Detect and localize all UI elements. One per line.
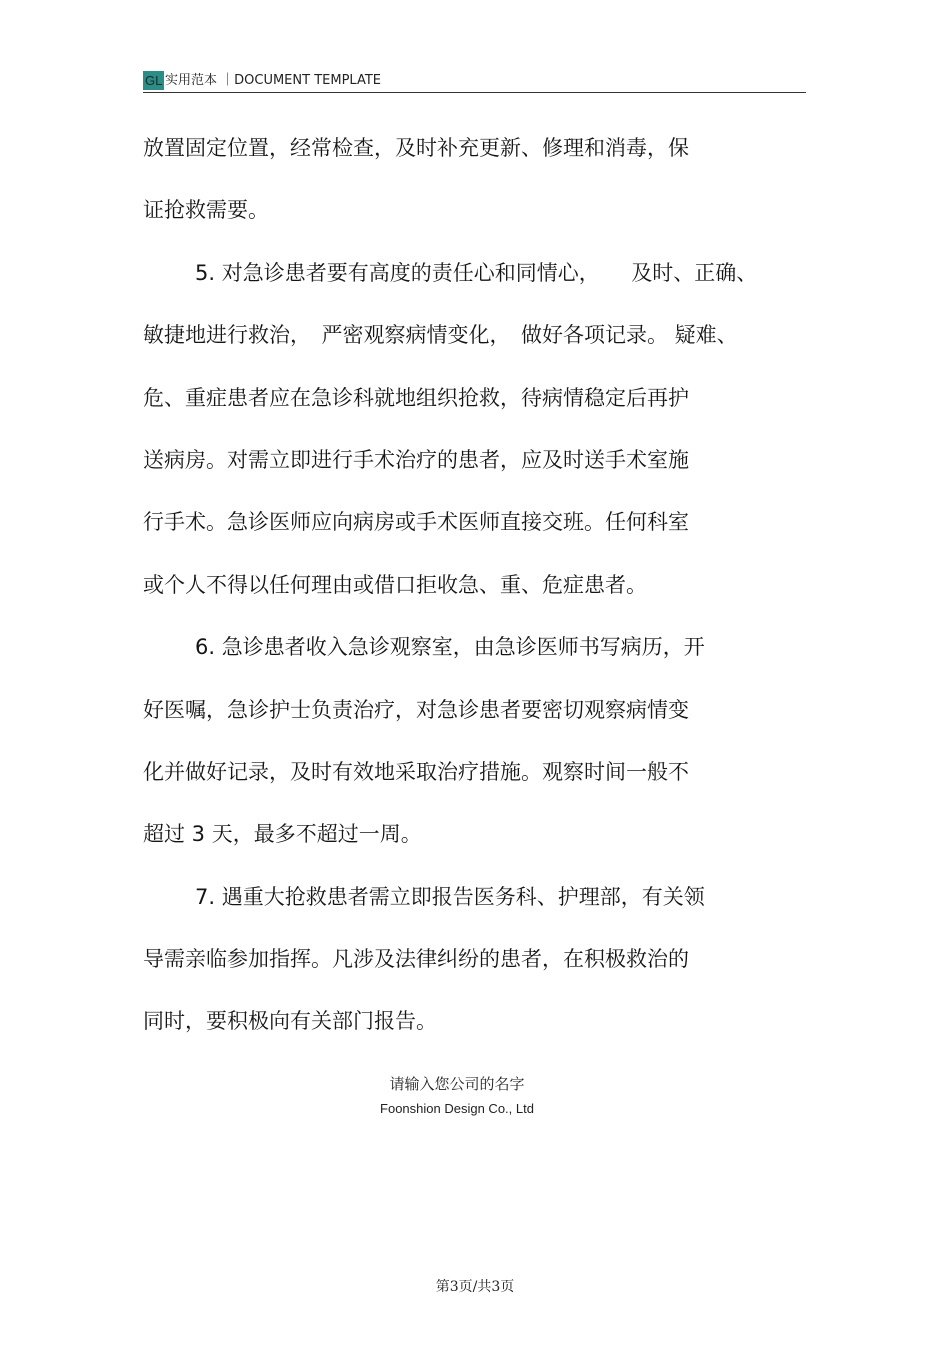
body-line: 6. 急诊患者收入急诊观察室，由急诊医师书写病历，开	[195, 635, 705, 660]
body-line: 同时，要积极向有关部门报告。	[143, 1009, 437, 1034]
body-line: 好医嘱，急诊护士负责治疗，对急诊患者要密切观察病情变	[143, 697, 689, 722]
page-number: 第3页/共3页	[435, 1279, 515, 1295]
document-header	[143, 70, 806, 93]
company-name-en: Foonshion Design Co., Ltd	[380, 1101, 534, 1116]
body-line: 导需亲临参加指挥。凡涉及法律纠纷的患者，在积极救治的	[143, 947, 689, 972]
body-line: 超过 3 天，最多不超过一周。	[143, 822, 422, 847]
body-line: 敏捷地进行救治， 严密观察病情变化， 做好各项记录。 疑难、	[143, 323, 738, 348]
body-line: 送病房。对需立即进行手术治疗的患者，应及时送手术室施	[143, 447, 689, 472]
company-name-cn: 请输入您公司的名字	[389, 1075, 525, 1093]
document-body	[143, 117, 813, 1053]
body-line: 证抢救需要。	[143, 198, 269, 223]
body-line: 放置固定位置，经常检查，及时补充更新、修理和消毒，保	[143, 136, 689, 160]
body-line: 行手术。急诊医师应向病房或手术医师直接交班。任何科室	[143, 510, 689, 535]
body-line: 危、重症患者应在急诊科就地组织抢救，待病情稳定后再护	[143, 385, 689, 410]
body-line: 5. 对急诊患者要有高度的责任心和同情心， 及时、正确、	[195, 260, 758, 285]
body-line: 化并做好记录，及时有效地采取治疗措施。观察时间一般不	[143, 759, 689, 784]
body-line: 或个人不得以任何理由或借口拒收急、重、危症患者。	[143, 572, 647, 597]
gl-logo: GL	[145, 73, 163, 88]
body-line: 7. 遇重大抢救患者需立即报告医务科、护理部，有关领	[195, 884, 705, 909]
header-title: 实用范本 ｜DOCUMENT TEMPLATE	[165, 73, 381, 88]
